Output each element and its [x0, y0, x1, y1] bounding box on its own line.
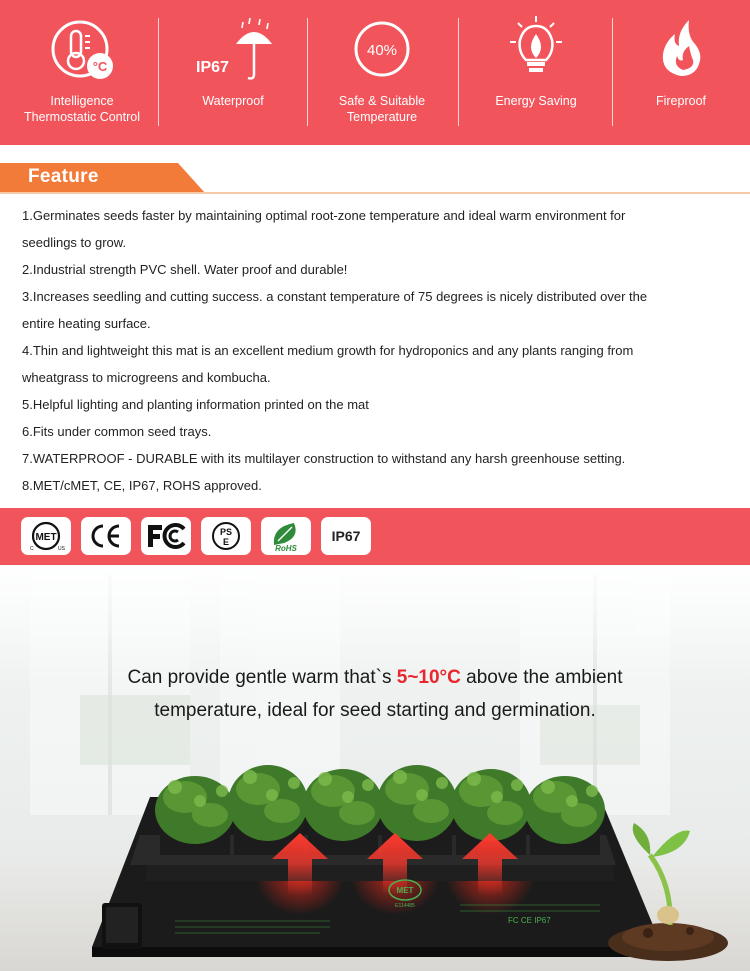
temperature-highlight: 5~10°C — [396, 667, 461, 688]
feature-line-text: seedlings to grow. — [22, 235, 127, 250]
feature-label: Fireproof — [655, 94, 707, 108]
feature-line-text: 4.Thin and lightweight this mat is an excellent medium growth for hydroponics and any plants ranging from — [22, 343, 634, 358]
umbrella-icon — [188, 14, 278, 84]
svg-text:E: E — [222, 537, 230, 547]
product-hero-image — [0, 565, 750, 971]
feature-line-text: 7.WATERPROOF - DURABLE with its multilayer construction to withstand any harsh greenhouse setting. — [22, 451, 626, 466]
svg-text:PS: PS — [219, 527, 233, 537]
percent-circle-icon — [337, 14, 427, 84]
rohs-certification-icon — [261, 517, 311, 555]
svg-text:FC CE IP67: FC CE IP67 — [508, 916, 551, 925]
heat-mat-scene — [0, 565, 750, 971]
svg-text:MET: MET — [35, 532, 57, 543]
bulb-leaf-icon — [491, 14, 581, 84]
feature-label: Energy Saving — [495, 94, 577, 108]
feature-line-text: 2.Industrial strength PVC shell. Water proof and durable! — [22, 262, 348, 277]
svg-text:US: US — [58, 546, 65, 552]
flame-icon — [636, 14, 726, 84]
feature-label: Safe & Suitable Temperature — [338, 94, 426, 124]
feature-safe-temperature — [307, 0, 457, 145]
feature-waterproof — [158, 0, 308, 145]
feature-line-text: 1.Germinates seeds faster by maintaining optimal root-zone temperature and ideal warm environment for — [22, 208, 626, 223]
feature-list — [22, 202, 727, 499]
svg-text:IP67: IP67 — [196, 59, 229, 76]
feature-line-text: 6.Fits under common seed trays. — [22, 424, 212, 439]
svg-text:°C: °C — [92, 59, 108, 74]
svg-text:40%: 40% — [366, 42, 398, 59]
met-certification-icon — [21, 517, 71, 555]
ip67-certification-icon: IP67 — [321, 517, 371, 555]
svg-text:RoHS: RoHS — [275, 544, 297, 553]
fcc-certification-icon — [141, 517, 191, 555]
svg-text:MET: MET — [396, 886, 414, 895]
feature-energy-saving — [461, 0, 611, 145]
hero-caption-line-2: temperature, ideal for seed starting and germination. — [154, 700, 596, 721]
feature-line-text: wheatgrass to microgreens and kombucha. — [22, 370, 271, 385]
feature-line-text: entire heating surface. — [22, 316, 151, 331]
ce-certification-icon — [81, 517, 131, 555]
feature-icon-bar — [0, 0, 750, 145]
hero-caption-line-1: Can provide gentle warm that`s 5~10°C above the ambient — [127, 667, 623, 688]
feature-label: Intelligence Thermostatic Control — [23, 94, 140, 124]
feature-fireproof — [606, 0, 750, 145]
pse-certification-icon — [201, 517, 251, 555]
svg-text:E114485: E114485 — [395, 903, 415, 909]
certification-bar — [0, 508, 750, 565]
feature-intelligence-thermostatic — [7, 0, 157, 145]
feature-heading: Feature — [28, 166, 99, 187]
heat-arrow-icon — [272, 833, 518, 895]
feature-line-text: 8.MET/cMET, CE, IP67, ROHS approved. — [22, 478, 262, 493]
feature-label: Waterproof — [202, 94, 264, 108]
divider — [458, 18, 459, 126]
hero-caption — [0, 661, 750, 727]
feature-underline — [0, 192, 750, 194]
svg-text:C: C — [30, 546, 34, 552]
feature-line-text: 5.Helpful lighting and planting information printed on the mat — [22, 397, 369, 412]
feature-line-text: 3.Increases seedling and cutting success. a constant temperature of 75 degrees is nicely distributed over the — [22, 289, 648, 304]
thermometer-icon — [37, 14, 127, 84]
